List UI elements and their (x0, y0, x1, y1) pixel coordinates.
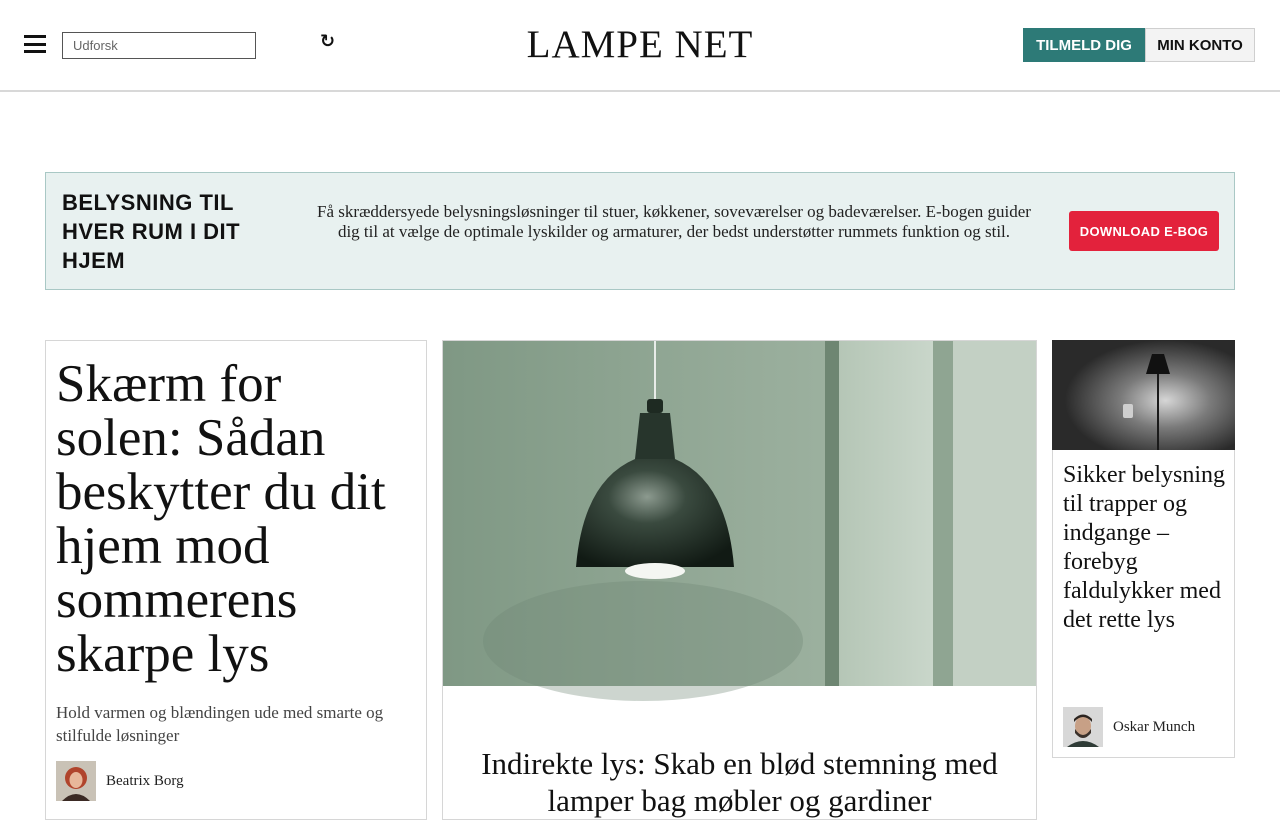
download-ebook-button[interactable]: DOWNLOAD E-BOG (1069, 211, 1219, 251)
article-byline (1063, 707, 1195, 747)
promo-description: Få skræddersyede belysningsløsninger til stuer, køkkener, soveværelser og badeværelser. E-bogen guider dig til at vælge de optimale lyskilder og armaturer, der bedst understøtter rummets funktion og stil. (317, 202, 1031, 241)
pendant-lamp-image[interactable] (443, 341, 1036, 686)
article-subtitle: Hold varmen og blændingen ude med smarte og stilfulde løsninger (56, 703, 384, 745)
wall-lamp-image[interactable] (1052, 340, 1235, 450)
my-account-button[interactable]: MIN KONTO (1145, 28, 1255, 62)
article-card-indirect-light[interactable] (442, 340, 1037, 820)
article-title[interactable]: Skærm for solen: Sådan beskytter du dit hjem mod sommerens skarpe lys (56, 355, 386, 683)
article-title[interactable]: Indirekte lys: Skab en blød stemning med lamper bag møbler og gardiner (481, 746, 998, 818)
author-avatar (56, 761, 96, 801)
promo-title: BELYSNING TIL HVER RUM I DIT HJEM (62, 190, 241, 273)
subscribe-button[interactable]: TILMELD DIG (1023, 28, 1145, 62)
article-card-sun-protection[interactable] (45, 340, 427, 820)
article-byline (56, 761, 184, 801)
article-card-stair-lighting[interactable] (1052, 340, 1235, 758)
ebook-promo-banner (45, 172, 1235, 290)
search-icon[interactable]: ↻ (320, 31, 336, 52)
site-header (0, 0, 1280, 92)
author-name[interactable]: Oskar Munch (1113, 718, 1196, 735)
article-title[interactable]: Sikker belysning til trapper og indgange – forebyg faldulykker med det rette lys (1063, 462, 1225, 633)
author-avatar (1063, 707, 1103, 747)
site-logo[interactable]: LAMPE NET (526, 23, 754, 66)
author-name[interactable]: Beatrix Borg (106, 772, 184, 789)
